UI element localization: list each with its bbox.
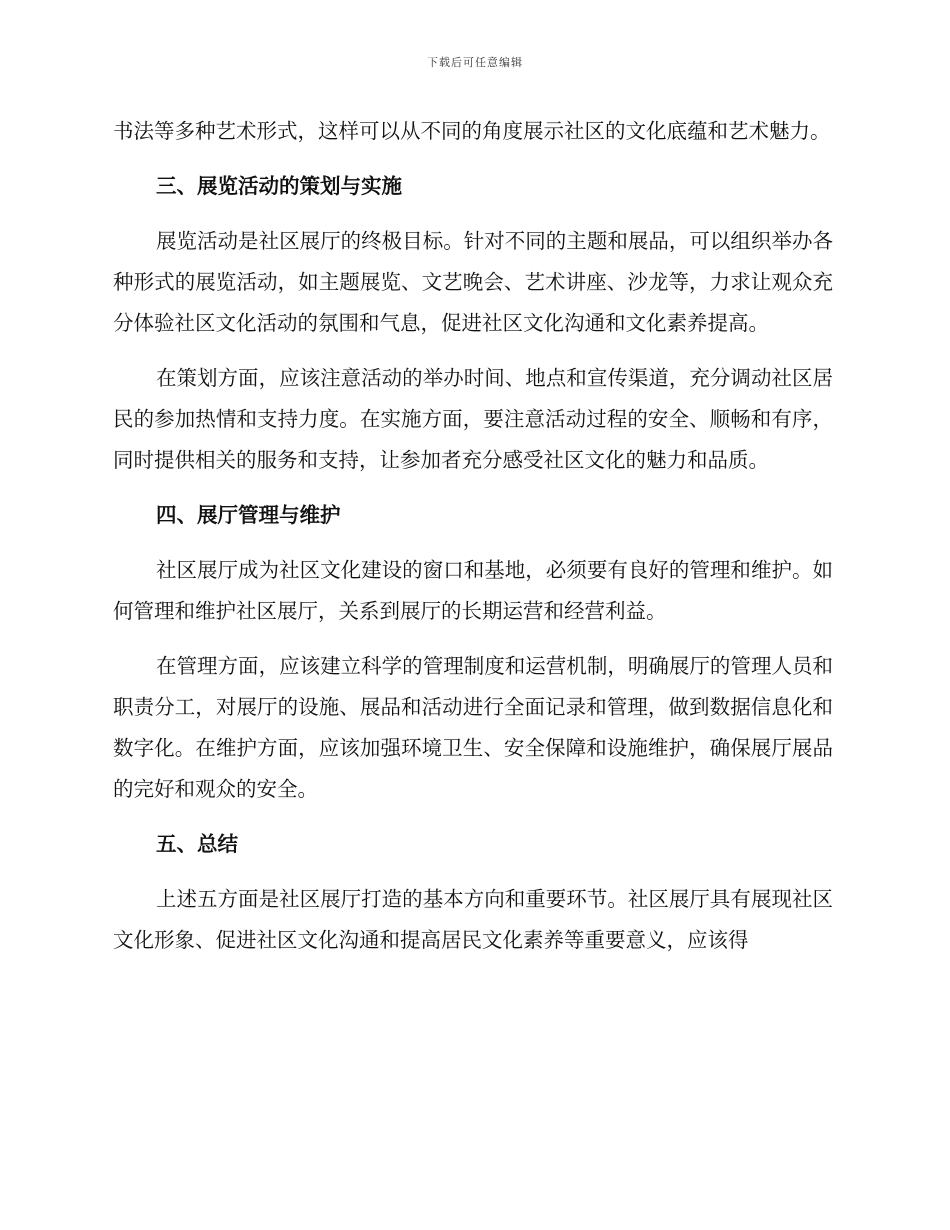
page-header: 下载后可任意编辑 bbox=[427, 56, 523, 69]
paragraph: 在管理方面，应该建立科学的管理制度和运营机制，明确展厅的管理人员和职责分工，对展厅的设施、展品和活动进行全面记录和管理，做到数据信息化和数字化。在维护方面，应该加强环境卫生、安全保障和设施维护，确保展厅展品的完好和观众的安全。 bbox=[113, 654, 833, 801]
section-heading-3: 三、展览活动的策划与实施 bbox=[156, 174, 402, 198]
paragraph: 社区展厅成为社区文化建设的窗口和基地，必须要有良好的管理和维护。如何管理和维护社区展厅，关系到展厅的长期运营和经营利益。 bbox=[113, 558, 833, 623]
paragraph: 上述五方面是社区展厅打造的基本方向和重要环节。社区展厅具有展现社区文化形象、促进社区文化沟通和提高居民文化素养等重要意义，应该得 bbox=[113, 887, 833, 952]
paragraph-continuation: 书法等多种艺术形式，这样可以从不同的角度展示社区的文化底蕴和艺术魅力。 bbox=[113, 119, 831, 143]
section-heading-4: 四、展厅管理与维护 bbox=[156, 503, 341, 527]
paragraph: 在策划方面，应该注意活动的举办时间、地点和宣传渠道，充分调动社区居民的参加热情和支持力度。在实施方面，要注意活动过程的安全、顺畅和有序，同时提供相关的服务和支持，让参加者充分感受社区文化的魅力和品质。 bbox=[113, 366, 833, 472]
section-heading-5: 五、总结 bbox=[156, 832, 238, 856]
document-body bbox=[113, 111, 833, 961]
paragraph: 展览活动是社区展厅的终极目标。针对不同的主题和展品，可以组织举办各种形式的展览活动，如主题展览、文艺晚会、艺术讲座、沙龙等，力求让观众充分体验社区文化活动的氛围和气息，促进社区文化沟通和文化素养提高。 bbox=[113, 229, 833, 335]
